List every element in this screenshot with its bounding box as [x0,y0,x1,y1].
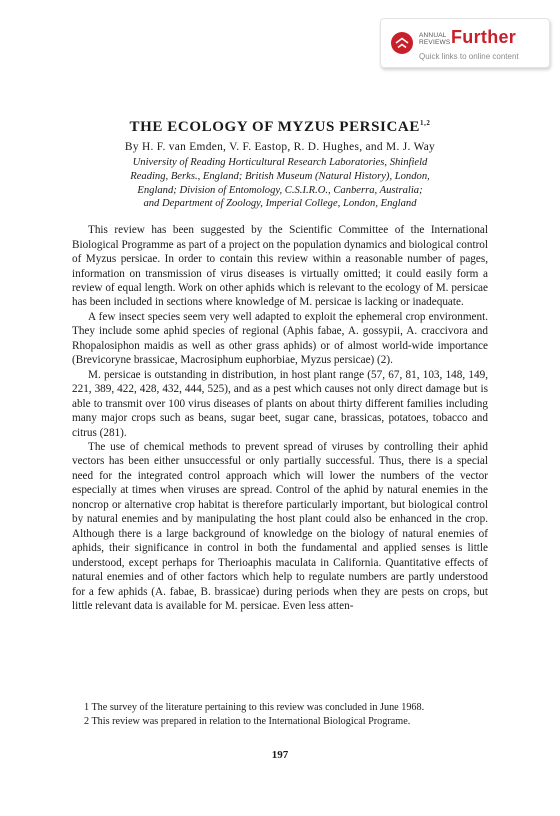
affiliation-line: Reading, Berks., England; British Museum (Natural History), London, [130,170,430,182]
article-content [72,113,488,613]
affiliation-line: and Department of Zoology, Imperial College, London, England [143,198,417,210]
page-number: 197 [271,749,289,761]
footnotes [72,701,488,728]
title-footnote-marks: 1,2 [419,119,431,127]
body-paragraph: The use of chemical methods to prevent spread of viruses by controlling their aphid vectors has been either unsuccessful or only partially successful. Thus, there is a special need for the integrated control approach which will lower the numbers of the vector especially at times when viruses are spread. Control of the aphid by natural enemies in the noncrop or alternative crop habitat is therefore particularly important, but biological control by natural enemies and by manipulating the host plant could also be enhanced in the crop. Although there is a large background of knowledge on the biology of natural enemies of aphids, their significance in control in both the fundamental and applied senses is little understood, except perhaps for Therioaphis maculata in California. Quantitative effects of natural enemies and of other factors which help to regulate numbers are partly understood for a few aphids (A. fabae, B. brassicae) during periods when they are pests on crops, but little relevant data is available for M. persicae. Even less atten- [72,440,488,612]
footnote: 1 The survey of the literature pertaining to this review was concluded in June 1968. [84,702,425,713]
further-label: Further [451,27,517,47]
body-paragraph: A few insect species seem very well adapted to exploit the ephemeral crop environment. They include some aphid species of regional (Aphis fabae, A. gossypii, A. craccivora and Rhopalosiphon maidis as well as other grass aphids) or of almost world-wide importance (Brevicoryne brassicae, Macrosiphum euphorbiae, Myzus persicae) (2). [72,310,488,367]
annual-reviews-label: ANNUAL REVIEWS [419,32,451,46]
footnote: 2 This review was prepared in relation to the International Biological Programe. [84,715,411,727]
affiliation-line: England; Division of Entomology, C.S.I.R.O., Canberra, Australia; [137,184,423,196]
quick-links-subtitle: Quick links to online content [419,52,519,61]
further-banner[interactable] [380,18,550,68]
affiliation-line: University of Reading Horticultural Research Laboratories, Shinfield [132,157,428,168]
affiliation [72,156,488,211]
article-title: THE ECOLOGY OF MYZUS PERSICAE$^{1,2}$ [129,119,431,135]
authors-line: By H. F. van Emden, V. F. Eastop, R. D. Hughes, and M. J. Way [124,141,436,153]
annual-reviews-logo-icon [391,32,413,54]
body-paragraph: This review has been suggested by the Scientific Committee of the International Biological Programme as part of a project on the population dynamics and biological control of Myzus persicae. In order to contain this review within a reasonable number of pages, information on transmission of virus diseases is virtually omitted; it could easily form a review of equal length. Work on other aphids which is relevant to the ecology of M. persicae has been included in sections where knowledge of M. persicae is lacking or inadequate. [72,224,488,309]
body-paragraph: M. persicae is outstanding in distribution, in host plant range (57, 67, 81, 103, 148, 149, 221, 389, 422, 428, 432, 444, 525), and as a pest which causes not only direct damage but is able to transmit over 100 virus diseases of plants on about thirty different families including many major crops such as beans, sugar beet, sugar cane, brassicas, potatoes, tobacco and citrus (281). [72,368,488,439]
article-body [72,223,488,613]
